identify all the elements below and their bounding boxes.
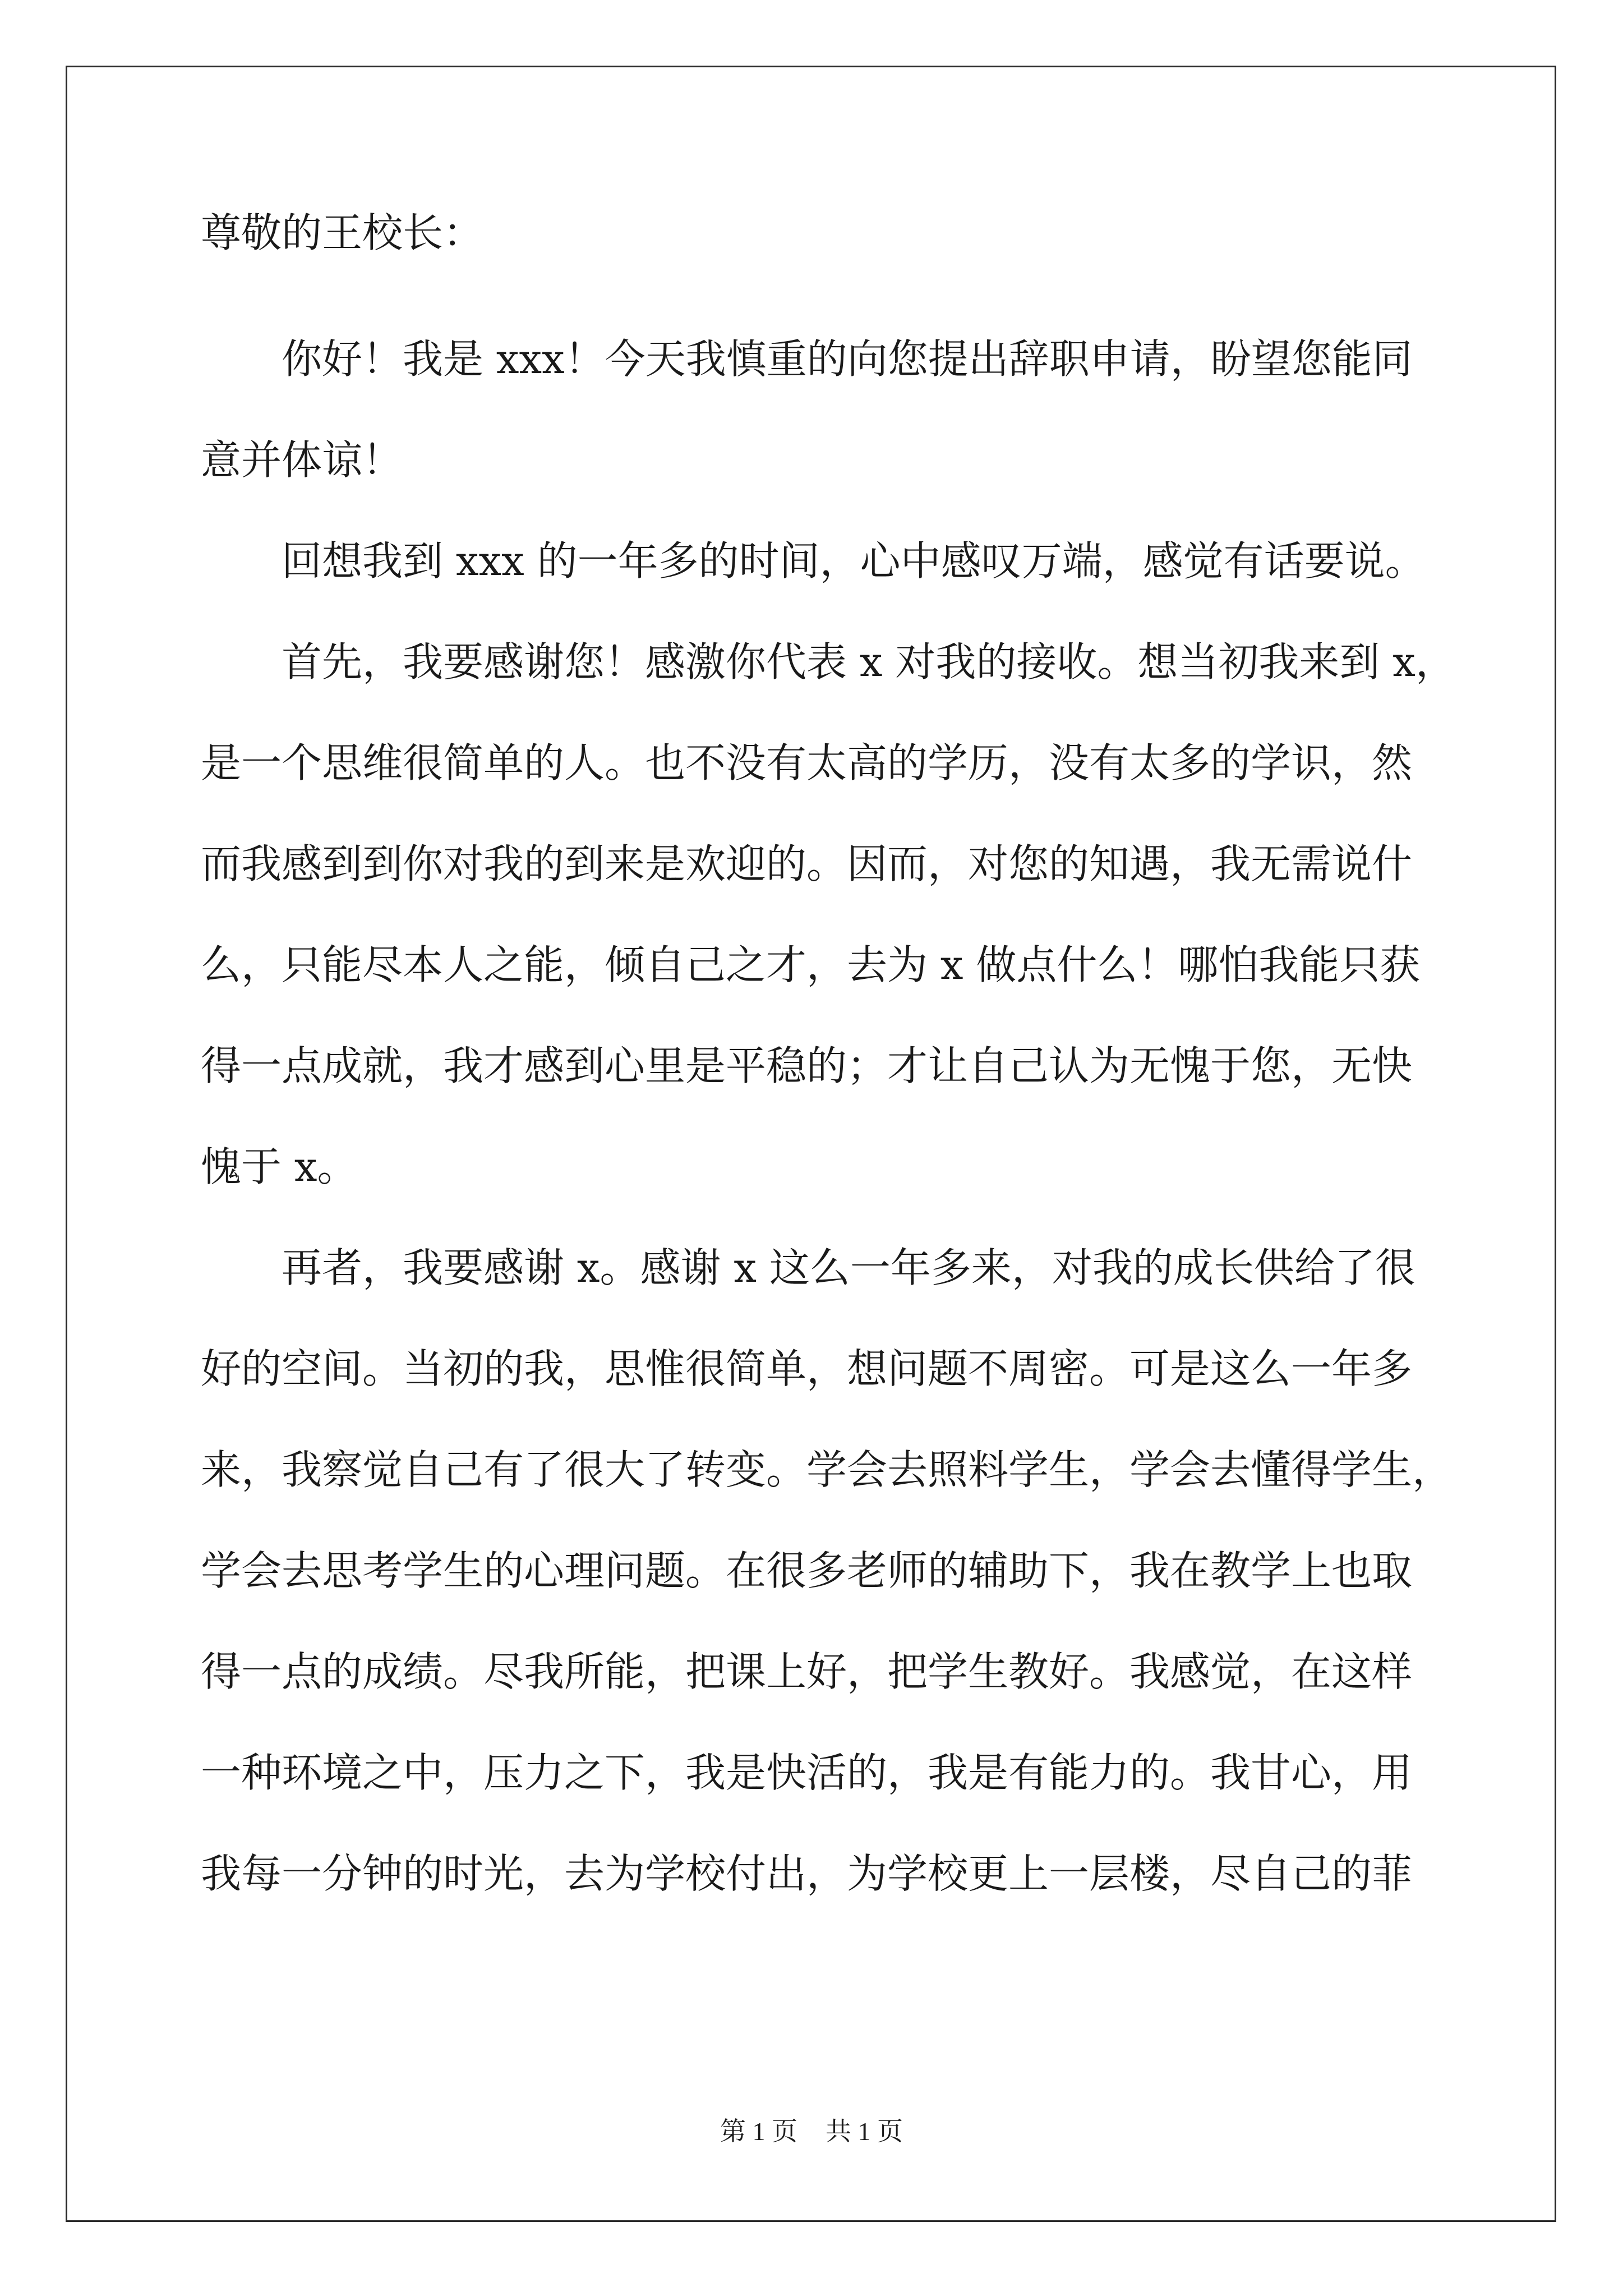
page-total: 共 1 页 (826, 2117, 903, 2146)
paragraph-line: 首先，我要感谢您！感激你代表 x 对我的接收。想当初我来到 x， (282, 638, 1456, 685)
paragraph-line: 你好！我是 xxx！今天我慎重的向您提出辞职申请，盼望您能同 (282, 335, 1413, 383)
paragraph-line: 是一个思维很简单的人。也不没有太高的学历，没有太多的学识，然 (201, 739, 1413, 786)
paragraph-line: 得一点成就，我才感到心里是平稳的；才让自己认为无愧于您，无快 (201, 1042, 1413, 1089)
paragraph-line: 愧于 x。 (201, 1143, 358, 1190)
page-footer (0, 2115, 1623, 2148)
paragraph-line: 一种环境之中，压力之下，我是快活的，我是有能力的。我甘心，用 (201, 1749, 1413, 1796)
paragraph-line: 学会去思考学生的心理问题。在很多老师的辅助下，我在教学上也取 (201, 1547, 1413, 1594)
paragraph-line: 么，只能尽本人之能，倾自己之才，去为 x 做点什么！哪怕我能只获 (201, 941, 1421, 988)
paragraph-line: 得一点的成绩。尽我所能，把课上好，把学生教好。我感觉，在这样 (201, 1648, 1413, 1695)
paragraph-line: 再者，我要感谢 x。感谢 x 这么一年多来，对我的成长供给了很 (282, 1244, 1415, 1291)
paragraph-line: 回想我到 xxx 的一年多的时间，心中感叹万端，感觉有话要说。 (282, 537, 1426, 585)
page-number: 第 1 页 (720, 2117, 797, 2146)
paragraph-line: 好的空间。当初的我，思惟很简单，想问题不周密。可是这么一年多 (201, 1345, 1413, 1392)
paragraph-line: 意并体谅！ (201, 436, 403, 484)
paragraph-line: 我每一分钟的时光，去为学校付出，为学校更上一层楼，尽自己的菲 (201, 1850, 1413, 1897)
paragraph-line: 而我感到到你对我的到来是欢迎的。因而，对您的知遇，我无需说什 (201, 840, 1413, 887)
paragraph-line: 来，我察觉自己有了很大了转变。学会去照料学生，学会去懂得学生， (201, 1446, 1453, 1493)
salutation: 尊敬的王校长： (201, 209, 484, 256)
